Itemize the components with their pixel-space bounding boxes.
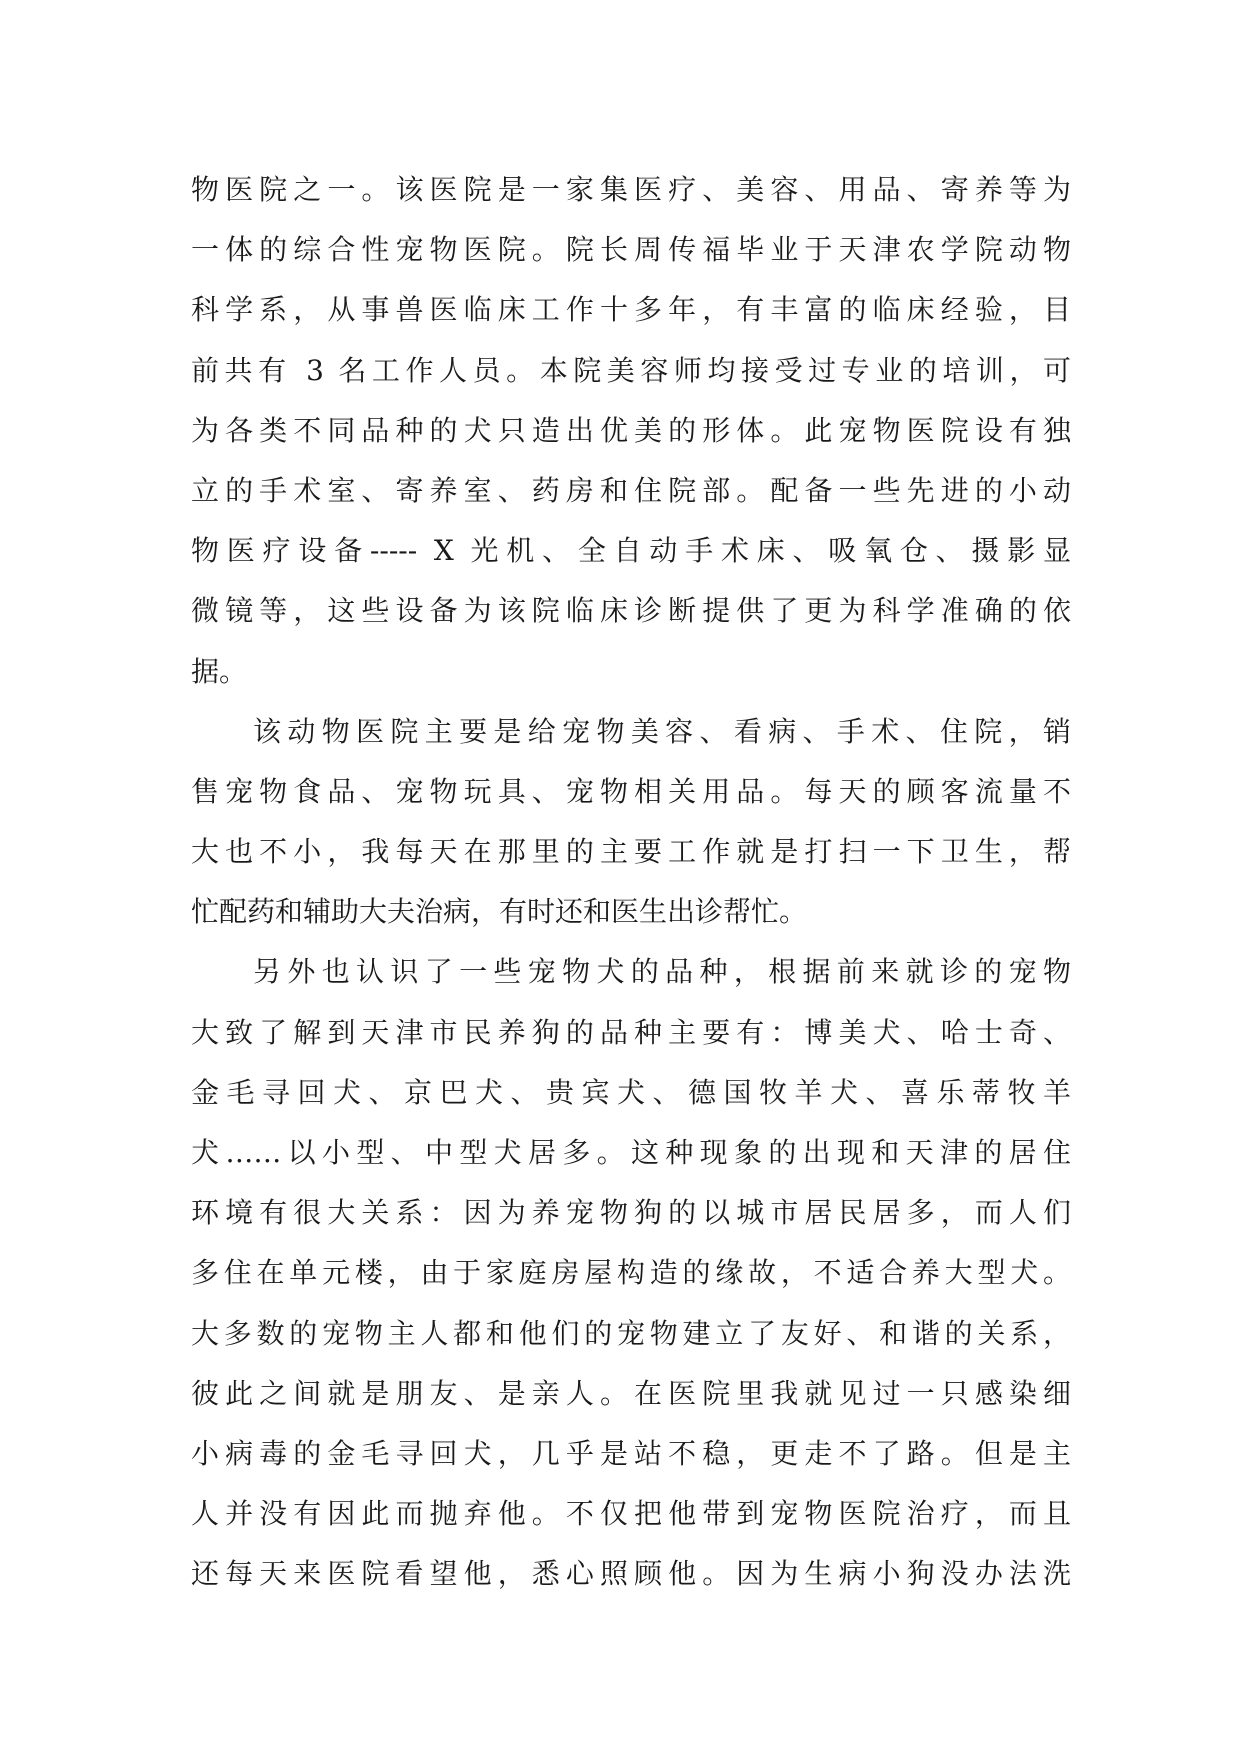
- text-line: 一体的综合性宠物医院。院长周传福毕业于天津农学院动物: [191, 233, 1071, 267]
- text-line: 大多数的宠物主人都和他们的宠物建立了友好、和谐的关系，: [191, 1316, 1071, 1350]
- text-line: 物医院之一。该医院是一家集医疗、美容、用品、寄养等为: [191, 173, 1071, 206]
- paragraph-3: [191, 942, 1071, 1604]
- text-line: 立的手术室、寄养室、药房和住院部。配备一些先进的小动: [191, 473, 1071, 507]
- paragraph-1: [191, 160, 1071, 702]
- text-line: 该动物医院主要是给宠物美容、看病、手术、住院，销: [253, 714, 1071, 748]
- text-line: 物医疗设备----- X 光机、全自动手术床、吸氧仓、摄影显: [191, 534, 1071, 568]
- text-line: 人并没有因此而抛弃他。不仅把他带到宠物医院治疗，而且: [191, 1497, 1071, 1531]
- document-body: [191, 160, 1071, 1605]
- text-line: 小病毒的金毛寻回犬，几乎是站不稳，更走不了路。但是主: [191, 1436, 1071, 1470]
- text-line: 多住在单元楼，由于家庭房屋构造的缘故，不适合养大型犬。: [191, 1256, 1071, 1290]
- text-line: 环境有很大关系：因为养宠物狗的以城市居民居多，而人们: [191, 1196, 1071, 1230]
- text-line: 据。: [191, 654, 248, 688]
- text-line: 还每天来医院看望他，悉心照顾他。因为生病小狗没办法洗: [191, 1557, 1071, 1591]
- text-line: 犬……以小型、中型犬居多。这种现象的出现和天津的居住: [191, 1136, 1071, 1169]
- text-line: 忙配药和辅助大夫治病，有时还和医生出诊帮忙。: [191, 895, 808, 929]
- text-line: 金毛寻回犬、京巴犬、贵宾犬、德国牧羊犬、喜乐蒂牧羊: [191, 1075, 1071, 1109]
- paragraph-2: [191, 702, 1071, 943]
- text-line: 大也不小，我每天在那里的主要工作就是打扫一下卫生，帮: [191, 835, 1071, 869]
- text-line: 大致了解到天津市民养狗的品种主要有：博美犬、哈士奇、: [191, 1015, 1071, 1049]
- text-line: 售宠物食品、宠物玩具、宠物相关用品。每天的顾客流量不: [191, 774, 1071, 808]
- text-line: 前共有 3 名工作人员。本院美容师均接受过专业的培训，可: [191, 353, 1071, 387]
- text-line: 为各类不同品种的犬只造出优美的形体。此宠物医院设有独: [191, 413, 1071, 447]
- text-line: 另外也认识了一些宠物犬的品种，根据前来就诊的宠物: [253, 955, 1071, 989]
- text-line: 彼此之间就是朋友、是亲人。在医院里我就见过一只感染细: [191, 1376, 1071, 1410]
- text-line: 科学系，从事兽医临床工作十多年，有丰富的临床经验，目: [191, 293, 1071, 327]
- text-line: 微镜等，这些设备为该院临床诊断提供了更为科学准确的依: [191, 594, 1071, 628]
